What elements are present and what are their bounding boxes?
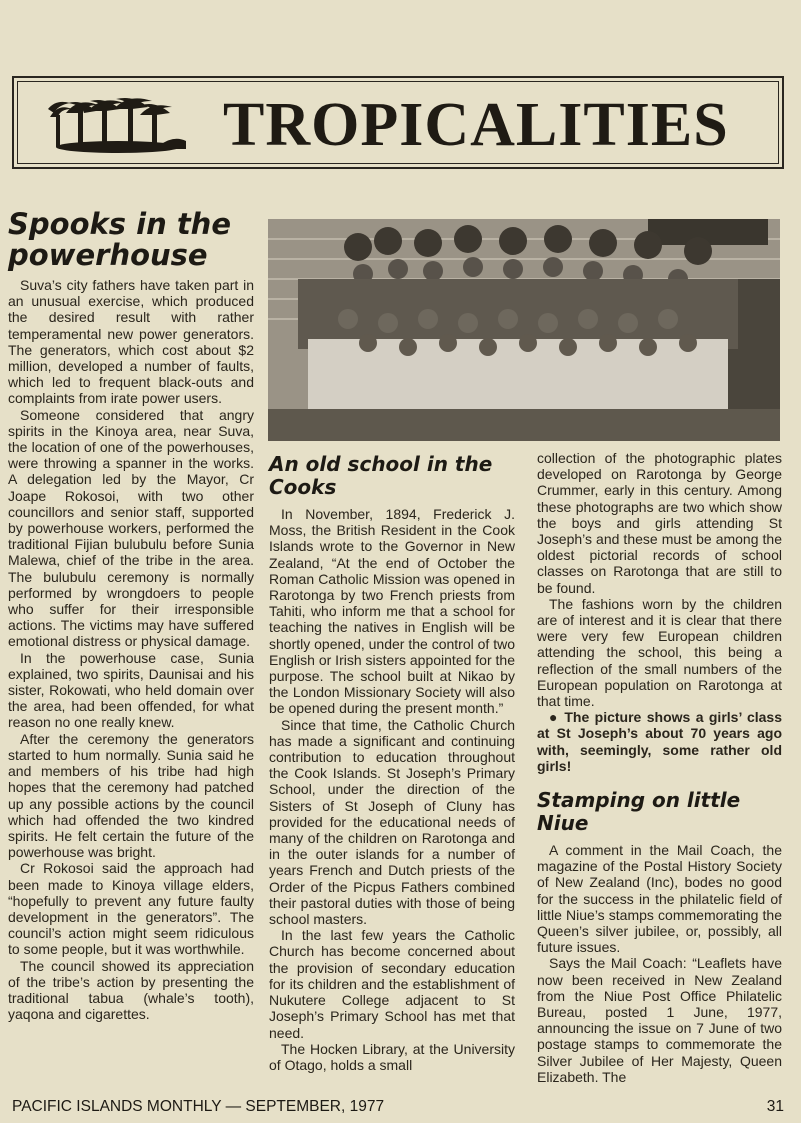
paragraph: In the last few years the Catholic Church has become concerned about the provision of secondary education for its children and the establishment of Nukutere College adjacent to St Joseph’s Primary School has met that need. [269, 927, 515, 1041]
photo-caption: ● The picture shows a girls’ class at St Joseph’s about 70 years ago with, seemingly, some rather old girls! [537, 709, 782, 774]
article-stamping [537, 789, 782, 1085]
masthead-frame [17, 81, 779, 164]
paragraph: The Hocken Library, at the University of Otago, holds a small [269, 1040, 515, 1073]
palm-tree-island-icon [48, 95, 188, 155]
paragraph: Since that time, the Catholic Church has made a significant and continuing contribution to education throughout the Cook Islands. St Joseph’s Primary School, under the direction of the Sisters of St Joseph of Cluny has provided for the educational needs of many of the children on Rarotonga and in the outer islands for a number of years French and Dutch priests of the Order of the Picpus Fathers combined their pastoral duties with those of being school masters. [269, 716, 515, 928]
paragraph: Suva’s city fathers have taken part in an unusual exercise, which produced the desired result with rather temperamental new power generators. The generators, which cost about $2 million, developed a number of faults, which led to frequent black-outs and complaints from irate power users. [8, 277, 254, 407]
paragraph: collection of the photographic plates developed on Rarotonga by George Crummer, early in this century. Among these photographs are two which show the boys and girls attending St Joseph’s and these must be among the oldest pictorial records of school classes on Rarotonga that are still to be found. [537, 450, 782, 596]
paragraph: In the powerhouse case, Sunia explained, two spirits, Daunisai and his sister, Rokowati, who held domain over the area, had been offended, for what reason no one really knew. [8, 649, 254, 731]
masthead-title: TROPICALITIES [223, 91, 729, 159]
masthead [12, 76, 784, 169]
paragraph: The council showed its appreciation of the tribe’s action by presenting the traditional tabua (whale’s tooth), yaqona and cigarettes. [8, 957, 254, 1023]
paragraph: Cr Rokosoi said the approach had been made to Kinoya village elders, “hopefully to prevent any future faulty development in the generators”. The council’s action might seem ridiculous to some people, but it was worthwhile. [8, 860, 254, 958]
photo-girls-class [268, 219, 780, 441]
article-spooks [8, 209, 254, 1022]
article-title: An old school in the Cooks [269, 452, 493, 499]
page-footer [12, 1097, 784, 1117]
page-number: 31 [766, 1098, 784, 1115]
article-title: Spooks in the powerhouse [8, 207, 231, 272]
paragraph: A comment in the Mail Coach, the magazine of the Postal History Society of New Zealand (Inc), bodes no good for the success in the philatelic field of little Niue’s stamps commemorating the Queen’s silver jubilee, or, possibly, all future issues. [537, 842, 782, 956]
article-old-school [269, 453, 515, 1073]
publication-line: PACIFIC ISLANDS MONTHLY — SEPTEMBER, 1977 [12, 1098, 385, 1115]
paragraph: In November, 1894, Frederick J. Moss, the British Resident in the Cook Islands wrote to the Governor in New Zealand, “At the end of October the Roman Catholic Mission was opened in Rarotonga by two French priests from Tahiti, who inform me that a school for teaching the natives in English will be shortly opened, under the control of two English or Irish sisters appointed for the purpose. The school built at Nikao by the London Missionary Society will also be opened during the present month.” [269, 506, 515, 717]
article-title: Stamping on little Niue [537, 788, 741, 835]
article-old-school-continued [537, 450, 782, 774]
paragraph: Says the Mail Coach: “Leaflets have now been received in New Zealand from the Niue Post Office Philatelic Bureau, posted 1 June, 1977, announcing the issue on 7 June of two postage stamps to commemorate the Silver Jubilee of Her Majesty, Queen Elizabeth. The [537, 955, 782, 1085]
paragraph: After the ceremony the generators started to hum normally. Sunia said he and members of his tribe had high hopes that the ceremony had patched up any possible actions by the council which had offended the two kindred spirits. He felt certain the future of the powerhouse was bright. [8, 730, 254, 861]
school-class-photo [268, 219, 780, 441]
paragraph: Someone considered that angry spirits in the Kinoya area, near Suva, the location of one of the powerhouses, were throwing a spanner in the works. A delegation led by the Mayor, Cr Joape Rokosoi, with two other councillors and senior staff, supported by powerhouse workers, performed the traditional Fijian bulubulu before Sunia Malewa, chief of the tribe in the area. The bulubulu ceremony is normally performed by wrongdoers to people who suffer for their irresponsible actions. The victims may have suffered emotional distress or physical damage. [8, 406, 254, 650]
paragraph: The fashions worn by the children are of interest and it is clear that there were very few European children attending the school, this being a reflection of the small numbers of the European population on Rarotonga at that time. [537, 595, 782, 710]
